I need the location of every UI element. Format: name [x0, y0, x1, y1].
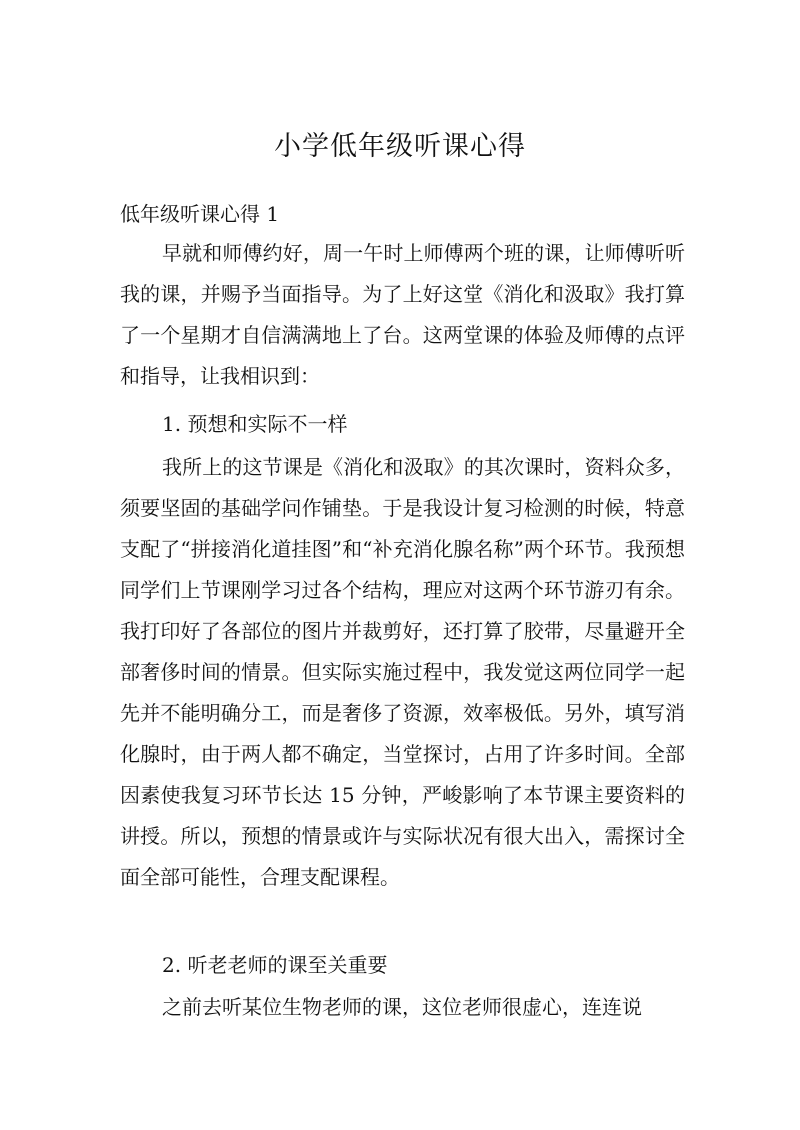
section-heading-1: 1. 预想和实际不一样 — [162, 412, 348, 436]
section-heading-2: 2. 听老老师的课至关重要 — [162, 953, 388, 977]
page-title: 小学低年级听课心得 — [274, 131, 526, 162]
paragraph-section-2: 之前去听某位生物老师的课，这位老师很虚心，连连说 — [162, 995, 642, 1019]
paragraph-section-1: 我所上的这节课是《消化和汲取》的其次课时，资料众多，须要坚固的基础学问作铺垫。于是我设计复习检测的时候，特意支配了“拼接消化道挂图”和“补充消化腺名称”两个环节。我预想同学们上节课刚学习过各个结构，理应对这两个环节游刃有余。我打印好了各部位的图片并裁剪好，还打算了胶带，尽量避开全部奢侈时间的情景。但实际实施过程中，我发觉这两位同学一起先并不能明确分工，而是奢侈了资源，效率极低。另外，填写消化腺时，由于两人都不确定，当堂探讨，占用了许多时间。全部因素使我复习环节长达 15 分钟，严峻影响了本节课主要资料的讲授。所以，预想的情景或许与实际状况有很大出入，需探讨全面全部可能性，合理支配课程。 — [120, 455, 685, 889]
document-subheading: 低年级听课心得 1 — [120, 202, 280, 226]
paragraph-intro: 早就和师傅约好，周一午时上师傅两个班的课，让师傅听听我的课，并赐予当面指导。为了上好这堂《消化和汲取》我打算了一个星期才自信满满地上了台。这两堂课的体验及师傅的点评和指导，让我相识到： — [120, 241, 685, 388]
